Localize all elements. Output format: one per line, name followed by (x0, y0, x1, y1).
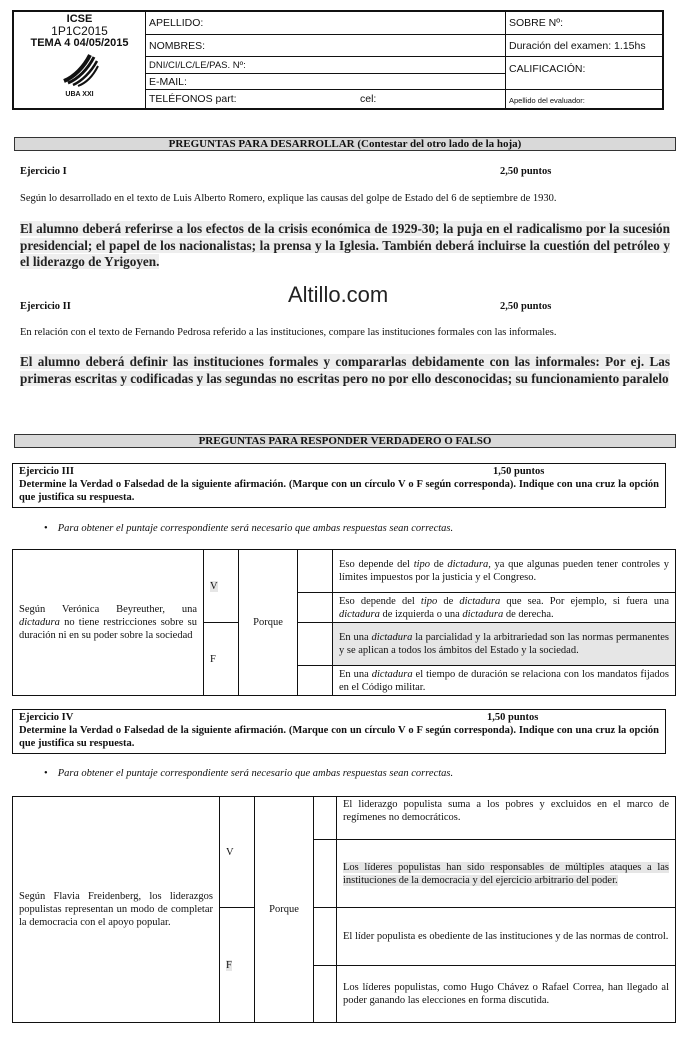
exercise-4-check-4[interactable] (314, 966, 337, 1023)
exercise-4-points: 1,50 puntos (487, 712, 539, 723)
exercise-2-question: En relación con el texto de Fernando Pedrosa referido a las instituciones, compare las instituciones formales con las informales. (20, 327, 557, 338)
exam-info-fields (506, 12, 662, 108)
exercise-3-check-2[interactable] (298, 593, 333, 623)
exercise-4-title: Ejercicio IV (19, 712, 74, 723)
opt-part: que sea. Por ejemplo, si fuera una (500, 595, 669, 607)
true-label: V (210, 580, 218, 592)
opt-part: de (430, 559, 448, 570)
exercise-3-true-option[interactable] (204, 550, 239, 623)
exercise-2-points: 2,50 puntos (500, 301, 552, 312)
exercise-4-option-1: El liderazgo populista suma a los pobres y excluidos en el marco de regímenes no democráticos. (337, 797, 676, 840)
exercise-4-option-4: Los líderes populistas, como Hugo Chávez o Rafael Correa, han llegado al poder ganando las elecciones en forma discutida. (337, 966, 676, 1023)
opt-part: de derecha. (503, 608, 554, 620)
exercise-3-false-option[interactable] (204, 623, 239, 696)
opt-part: de izquierda o una (379, 608, 463, 620)
exercise-3-title: Ejercicio III (19, 466, 74, 477)
telefonos-label: TELÉFONOS part: (149, 93, 237, 105)
uba-xxi-logo-icon (60, 51, 100, 87)
opt-italic: dictadura (339, 608, 380, 620)
exercise-3-check-1[interactable] (298, 550, 333, 593)
exercise-4-porque: Porque (255, 797, 314, 1023)
opt-part: la parcialidad y la arbitrariedad son las normas permanentes y se aplican a todos los ámbitos del Estado y la sociedad. (339, 632, 669, 656)
opt-part: el tiempo de duración se relaciona con los mandatos fijados en el Código militar. (339, 668, 670, 693)
opt-italic: dictadura (462, 608, 504, 620)
statement-italic: dictadura (19, 617, 60, 628)
exercise-3-option-3 (333, 623, 676, 666)
cel-label: cel: (360, 93, 377, 105)
watermark: Altillo.com (288, 282, 389, 307)
exercise-3-check-3[interactable] (298, 623, 333, 666)
exam-duration: Duración del examen: 1.15hs (506, 35, 662, 57)
exercise-3-bullet (44, 523, 453, 534)
statement-part: no tiene restricciones sobre su duración ni en su poder sobre la sociedad (19, 617, 197, 641)
statement-part: Según Verónica Beyreuther, una (19, 604, 197, 615)
exercise-3-points: 1,50 puntos (493, 466, 545, 477)
exercise-2-answer (20, 354, 670, 387)
exam-header (12, 10, 664, 110)
section-title-verdadero-falso: PREGUNTAS PARA RESPONDER VERDADERO O FALSO (14, 434, 676, 448)
exercise-4-false-option[interactable] (220, 908, 255, 1023)
exercise-3-box (12, 463, 666, 508)
field-calificacion[interactable]: CALIFICACIÓN: (506, 57, 662, 90)
exercise-3-option-2 (333, 593, 676, 623)
exercise-3-statement (13, 550, 204, 696)
course-code: 1P1C2015 (51, 24, 108, 38)
exercise-3-table (12, 549, 676, 696)
opt-italic: dictadura (371, 668, 413, 680)
exercise-4-instruction: Determine la Verdad o Falsedad de la siguiente afirmación. (Marque con un círculo V o F según corresponda). Indique con una cruz la opción que justifica su respuesta. (19, 725, 659, 749)
opt-part: Eso depende del (339, 559, 414, 570)
exercise-1-points: 2,50 puntos (500, 166, 552, 177)
field-apellido[interactable]: APELLIDO: (146, 12, 505, 35)
exercise-1-question: Según lo desarrollado en el texto de Luis Alberto Romero, explique las causas del golpe de Estado del 6 de septiembre de 1930. (20, 193, 557, 204)
opt-part: En una (339, 668, 372, 680)
exercise-4-box (12, 709, 666, 754)
exercise-4-bullet-text: Para obtener el puntaje correspondiente será necesario que ambas respuestas sean correctas. (57, 768, 454, 779)
field-nombres[interactable]: NOMBRES: (146, 35, 505, 57)
exercise-4-option-3: El líder populista es obediente de las instituciones y de las normas de control. (337, 908, 676, 966)
exercise-4-check-2[interactable] (314, 840, 337, 908)
true-label: V (226, 846, 234, 858)
opt-italic: dictadura, (447, 559, 491, 570)
student-fields (146, 12, 506, 108)
opt-part: ya que algunas pueden tener controles y límites impuestos por la justicia y el Congreso. (339, 559, 669, 583)
bullet-dot-icon: • (44, 523, 48, 534)
exercise-1-answer (20, 221, 670, 271)
false-label: F (210, 653, 216, 665)
section-title-desarrollar: PREGUNTAS PARA DESARROLLAR (Contestar del otro lado de la hoja) (14, 137, 676, 151)
exercise-3-porque: Porque (239, 550, 298, 696)
field-evaluador[interactable]: Apellido del evaluador: (509, 96, 585, 105)
field-dni[interactable]: DNI/CI/LC/LE/PAS. Nº: (146, 57, 505, 74)
exercise-1-answer-text: El alumno deberá referirse a los efectos de la crisis económica de 1929-30; la puja en el radicalismo por la sucesión presidencial; el papel de los nacionalistas; la prensa y la Iglesia. También deberá incluirse la cuestión del petróleo y el liderazgo de Yrigoyen. (20, 221, 670, 269)
exercise-4-check-3[interactable] (314, 908, 337, 966)
exercise-2-title: Ejercicio II (20, 301, 71, 312)
exercise-3-instruction: Determine la Verdad o Falsedad de la siguiente afirmación. (Marque con un círculo V o F según corresponda). Indique con una cruz la opción que justifica su respuesta. (19, 479, 659, 503)
logo-text: UBA XXI (65, 91, 94, 98)
exercise-4-statement: Según Flavia Freidenberg, los liderazgos populistas representan un modo de completar la democracia con el apoyo popular. (13, 797, 220, 1023)
exercise-4-true-option[interactable] (220, 797, 255, 908)
exercise-1-title: Ejercicio I (20, 166, 67, 177)
opt-part: Eso depende del (339, 595, 421, 607)
exercise-4-option-2 (337, 840, 676, 908)
option-2-text: Los líderes populistas han sido responsables de múltiples ataques a las instituciones de la democracia y del ejercicio arbitrario del poder. (343, 861, 669, 886)
false-label: F (226, 959, 232, 971)
opt-part: de (437, 595, 460, 607)
exercise-3-option-4 (333, 666, 676, 696)
exercise-4-table (12, 796, 676, 1023)
opt-part: En una (339, 632, 372, 643)
exercise-3-check-4[interactable] (298, 666, 333, 696)
bullet-dot-icon: • (44, 768, 48, 779)
exercise-3-bullet-text: Para obtener el puntaje correspondiente será necesario que ambas respuestas sean correctas. (57, 523, 454, 534)
field-email[interactable]: E-MAIL: (146, 74, 505, 90)
opt-italic: dictadura (459, 595, 501, 607)
exercise-4-check-1[interactable] (314, 797, 337, 840)
exam-theme-date: TEMA 4 04/05/2015 (30, 37, 129, 49)
field-telefonos[interactable] (146, 90, 505, 108)
opt-italic: tipo (420, 595, 438, 607)
exercise-2-answer-text: El alumno deberá definir las instituciones formales y compararlas debidamente con las informales: Por ej. Las primeras escritas y codificadas y las segundas no escritas pero no por ello desconocidas; su funcionamiento paralelo (20, 354, 670, 386)
org-name: ICSE (66, 13, 93, 25)
exercise-3-option-1 (333, 550, 676, 593)
opt-italic: tipo (413, 559, 431, 570)
opt-italic: dictadura (371, 632, 413, 643)
institution-block (14, 12, 146, 108)
exercise-4-bullet (44, 768, 453, 779)
field-sobre[interactable]: SOBRE Nº: (506, 12, 662, 35)
